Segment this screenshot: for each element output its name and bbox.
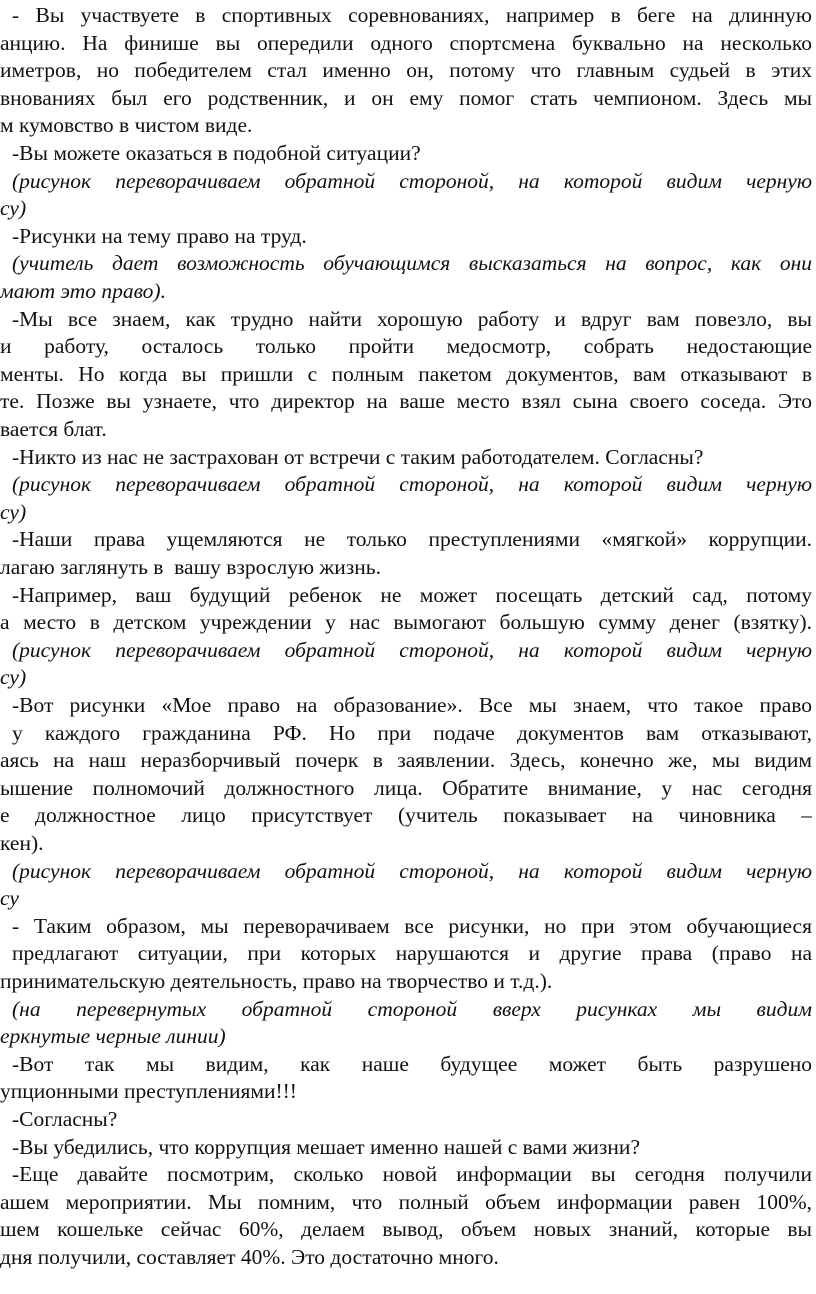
text-line: менты. Но когда вы пришли с полным пакетом документов, вам отказывают в <box>0 361 812 386</box>
text-line: -Еще давайте посмотрим, сколько новой информации вы сегодня получили <box>12 1162 812 1187</box>
text-line: -Согласны? <box>12 1107 118 1131</box>
italic-note-line: (рисунок переворачиваем обратной стороной, на которой видим черную <box>12 637 812 662</box>
text-line: -Рисунки на тему право на труд. <box>12 223 307 248</box>
text-line: те. Позже вы узнаете, что директор на ваше место взял сына своего соседа. Это <box>0 389 812 414</box>
italic-note-line: су) <box>0 665 27 690</box>
italic-note-line: (рисунок переворачиваем обратной стороной, на которой видим черную <box>12 168 812 193</box>
text-line: - Вы участвуете в спортивных соревнованиях, например в беге на длинную <box>12 3 812 27</box>
text-line: лагаю заглянуть в вашу взрослую жизнь. <box>0 555 381 579</box>
text-line: -Вот рисунки «Мое право на образование». Все мы знаем, что такое право <box>12 693 812 717</box>
text-line: ышение полномочий должностного лица. Обратите внимание, у нас сегодня <box>0 775 812 800</box>
italic-note-line: (на перевернутых обратной стороной вверх рисунках мы видим <box>12 996 812 1021</box>
italic-note-line: (рисунок переворачиваем обратной стороной, на которой видим черную <box>12 472 812 497</box>
text-line: предлагают ситуации, при которых нарушаются и другие права (право на <box>12 941 812 966</box>
text-line: анцию. На финише вы опередили одного спортсмена буквально на несколько <box>0 30 812 55</box>
text-line: -Вы можете оказаться в подобной ситуации? <box>12 141 421 165</box>
text-line: аясь на наш неразборчивый почерк в заявлении. Здесь, конечно же, мы видим <box>0 748 812 773</box>
text-line: -Никто из нас не застрахован от встречи с таким работодателем. Согласны? <box>12 444 704 469</box>
italic-note-line: су <box>0 886 19 911</box>
text-line: -Вот так мы видим, как наше будущее может быть разрушено <box>12 1051 812 1076</box>
text-line: вается блат. <box>0 417 107 441</box>
text-line: кен). <box>0 831 44 855</box>
text-line: у каждого гражданина РФ. Но при подаче документов вам отказывают, <box>12 720 812 745</box>
text-line: - Таким образом, мы переворачиваем все рисунки, но при этом обучающиеся <box>12 913 812 938</box>
text-line: а место в детском учреждении у нас вымогают большую сумму денег (взятку). <box>0 610 812 635</box>
text-line: е должностное лицо присутствует (учитель показывает на чиновника – <box>0 803 812 828</box>
text-line: -Мы все знаем, как трудно найти хорошую работу и вдруг вам повезло, вы <box>12 306 812 331</box>
text-line: упционными преступлениями!!! <box>0 1079 297 1104</box>
italic-note-line: (учитель дает возможность обучающимся высказаться на вопрос, как они <box>12 251 812 276</box>
text-line: иметров, но победителем стал именно он, потому что главным судьей в этих <box>0 58 812 83</box>
italic-note-line: су) <box>0 196 27 221</box>
text-line: -Наши права ущемляются не только преступлениями «мягкой» коррупции. <box>12 527 812 552</box>
italic-note-line: мают это право). <box>0 279 166 303</box>
text-line: -Вы убедились, что коррупция мешает именно нашей с вами жизни? <box>12 1134 640 1159</box>
text-line: внованиях был его родственник, и он ему помог стать чемпионом. Здесь мы <box>0 85 812 110</box>
text-line: принимательскую деятельность, право на творчество и т.д.). <box>0 969 553 993</box>
text-line: -Например, ваш будущий ребенок не может посещать детский сад, потому <box>12 582 812 607</box>
text-line: дня получили, составляет 40%. Это достаточно много. <box>0 1245 499 1269</box>
italic-note-line: су) <box>0 499 27 524</box>
text-line: ашем мероприятии. Мы помним, что полный объем информации равен 100%, <box>0 1189 812 1214</box>
italic-note-line: еркнутые черные линии) <box>0 1024 226 1049</box>
italic-note-line: (рисунок переворачиваем обратной стороной, на которой видим черную <box>12 858 812 883</box>
text-line: и работу, осталось только пройти медосмотр, собрать недостающие <box>0 334 812 359</box>
text-line: м кумовство в чистом виде. <box>0 113 253 138</box>
text-line: шем кошельке сейчас 60%, делаем вывод, объем новых знаний, которые вы <box>0 1217 812 1242</box>
